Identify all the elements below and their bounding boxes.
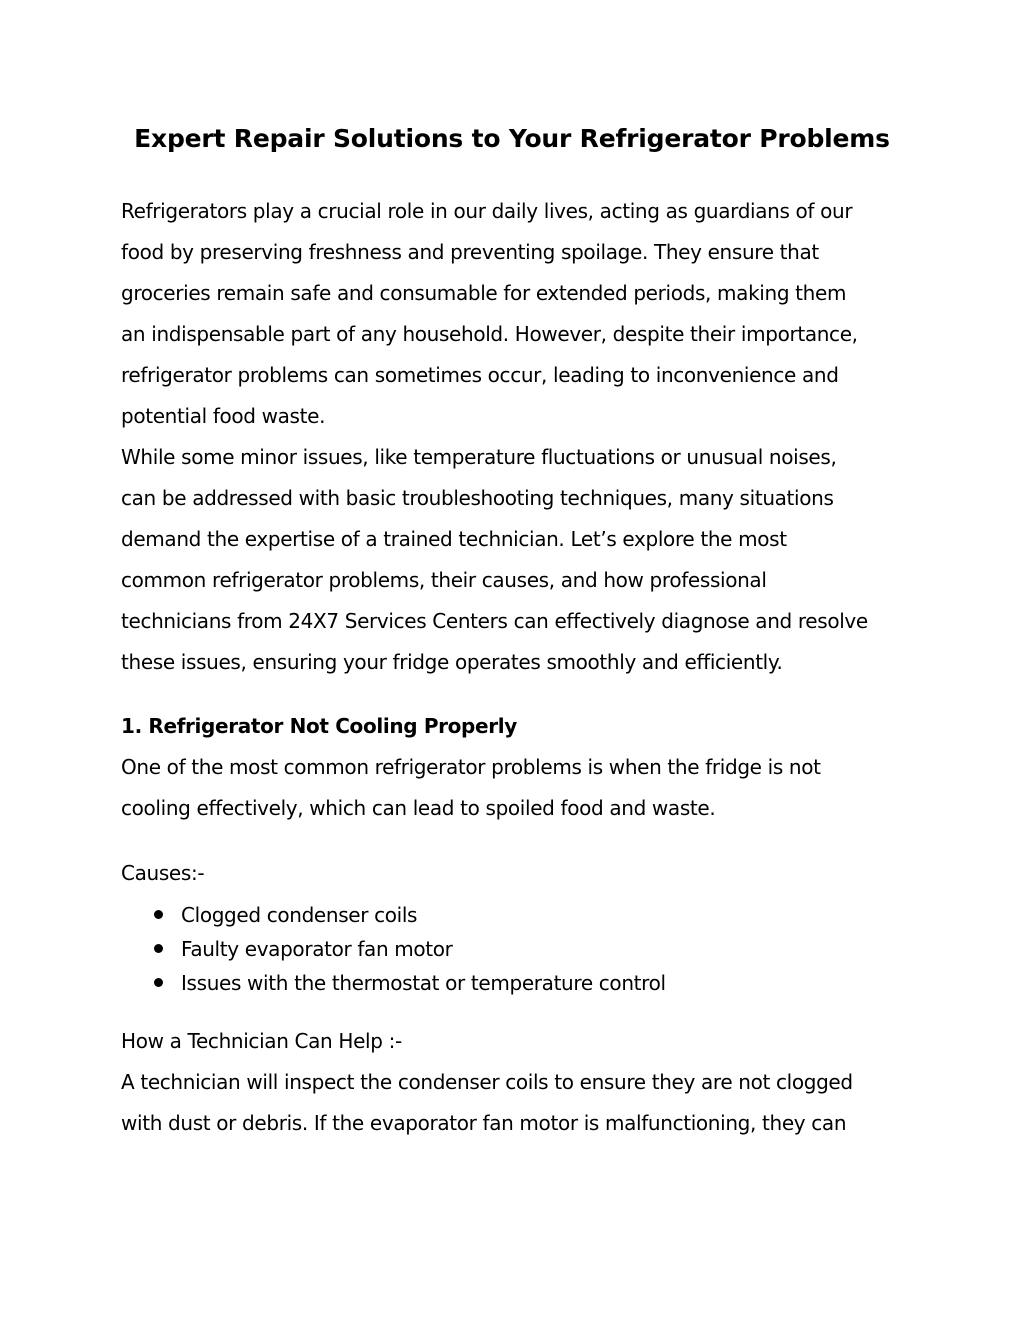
intro-paragraph: [121, 191, 858, 437]
section-heading: 1. Refrigerator Not Cooling Properly: [121, 714, 517, 738]
section-description: [121, 747, 821, 829]
causes-label: Causes:-: [121, 861, 205, 885]
text-line: demand the expertise of a trained technician. Let’s explore the most: [121, 527, 787, 551]
text-line: can be addressed with basic troubleshooting techniques, many situations: [121, 486, 834, 510]
text-line: these issues, ensuring your fridge operates smoothly and efficiently.: [121, 650, 783, 674]
text-line: While some minor issues, like temperature fluctuations or unusual noises,: [121, 445, 837, 469]
second-paragraph: [121, 437, 868, 683]
text-line: common refrigerator problems, their causes, and how professional: [121, 568, 767, 592]
text-line: cooling effectively, which can lead to spoiled food and waste.: [121, 796, 716, 820]
text-line: potential food waste.: [121, 404, 326, 428]
bullet-icon: [154, 944, 163, 953]
text-line: groceries remain safe and consumable for extended periods, making them: [121, 281, 847, 305]
document-title: Expert Repair Solutions to Your Refrigerator Problems: [134, 124, 890, 153]
text-line: an indispensable part of any household. However, despite their importance,: [121, 322, 858, 346]
bullet-icon: [154, 910, 163, 919]
text-line: One of the most common refrigerator problems is when the fridge is not: [121, 755, 821, 779]
text-line: with dust or debris. If the evaporator fan motor is malfunctioning, they can: [121, 1111, 847, 1135]
text-line: Refrigerators play a crucial role in our daily lives, acting as guardians of our: [121, 199, 853, 223]
text-line: technicians from 24X7 Services Centers can effectively diagnose and resolve: [121, 609, 868, 633]
text-line: A technician will inspect the condenser coils to ensure they are not clogged: [121, 1070, 853, 1094]
document-page: Expert Repair Solutions to Your Refrigerator Problems Refrigerators play a crucial role in our daily lives, acting as guardians of our food by preserving freshness and preventing spoilage. They ensure that groceries remain safe and consumable for extended periods, making them an indispensable part of any household. However, despite their importance, refrigerator problems can sometimes occur, leading to inconvenience and potential food waste. While some minor issues, like temperature fluctuations or unusual noises, can be addressed with basic troubleshooting techniques, many situations demand the expertise of a trained technician. Let’s explore the most common refrigerator problems, their causes, and how professional technicians from 24X7 Services Centers can effectively diagnose and resolve these issues, ensuring your fridge operates smoothly and efficiently. 1. Refrigerator Not Cooling Properly One of the most common refrigerator problems is when the fridge is not cooling effectively, which can lead to spoiled food and waste. Causes:- Clogged condenser coils Faulty evaporator fan motor Issues with the thermostat or temperature control How a Technician Can Help :- A technician will inspect the condenser coils to ensure they are not clogged with dust or debris. If the evaporator fan motor is malfunctioning, they can: [0, 0, 1024, 1325]
text-line: refrigerator problems can sometimes occur, leading to inconvenience and: [121, 363, 839, 387]
bullet-icon: [154, 978, 163, 987]
text-line: food by preserving freshness and preventing spoilage. They ensure that: [121, 240, 819, 264]
help-label: How a Technician Can Help :-: [121, 1029, 402, 1053]
help-paragraph: [121, 1062, 853, 1144]
